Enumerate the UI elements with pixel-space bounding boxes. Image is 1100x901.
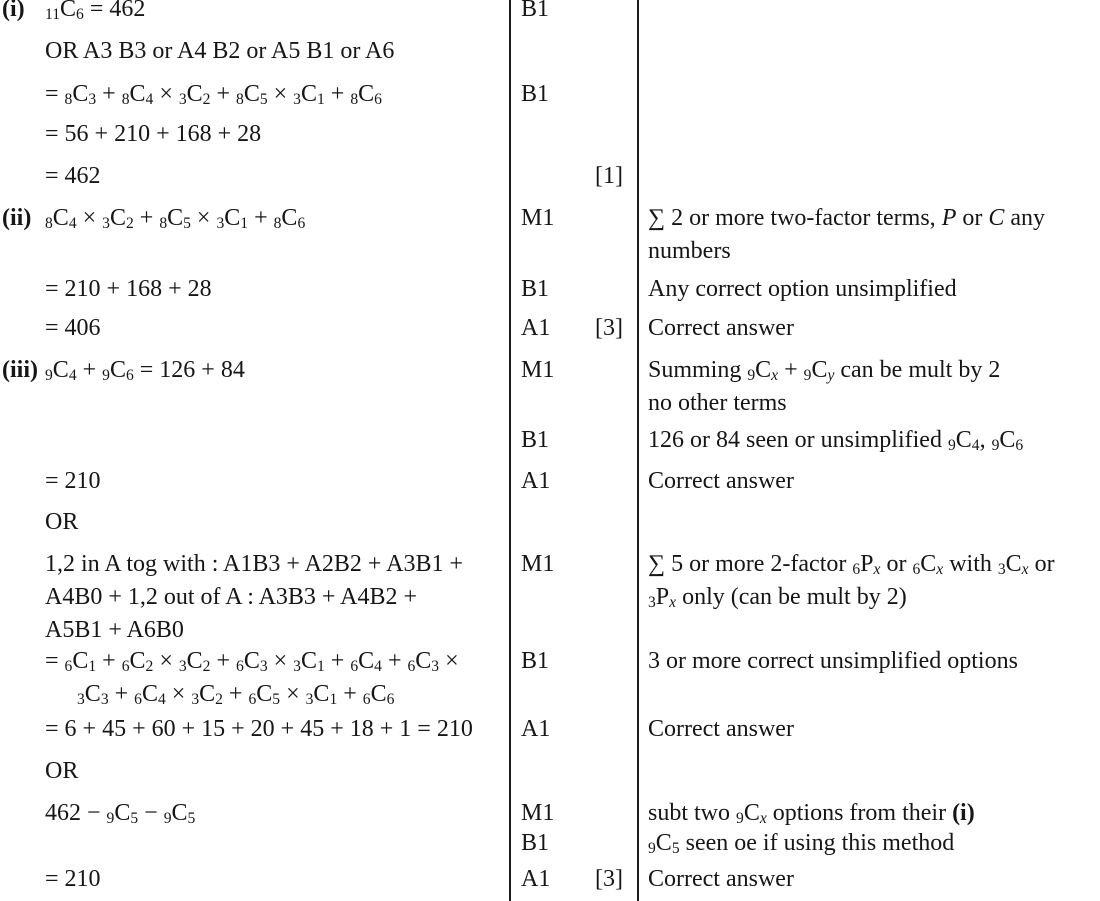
working-text: = 56 + 210 + 168 + 28 <box>45 121 262 147</box>
part-label: (ii) <box>2 205 32 231</box>
part-label: (i) <box>2 0 25 22</box>
working-text: OR A3 B3 or A4 B2 or A5 B1 or A6 <box>45 38 395 64</box>
comments-column-divider <box>637 0 639 901</box>
working-text: OR <box>45 509 79 535</box>
marker-note: subt two $_9C_x$ options from their (i) $_9C_5$ seen oe if using this method <box>648 800 975 858</box>
mark-code: B1 <box>521 81 550 107</box>
mark-code: B1 <box>521 0 550 22</box>
part-label: (iii) <box>2 357 38 383</box>
working-text: $_9C_4 + _9C_6 = 126 + 84$ <box>45 357 245 385</box>
mark-code: A1 <box>521 716 551 742</box>
marks-total: [3] <box>595 315 623 341</box>
mark-code: M1 B1 <box>521 800 555 856</box>
working-text: = $_6C_1 + _6C_2 \times _3C_2 + _6C_3 \times _3C_1 + _6C_4 + _6C_3$ × $_3C_3 + _6C_4 \times _3C_2 + _6C_5 \times _3C_1 + _6C_6$ <box>45 648 459 709</box>
marker-note: ∑ 2 or more two-factor terms, P or C any numbers <box>648 205 1046 264</box>
marker-note: Correct answer <box>648 716 794 742</box>
marks-total: [3] <box>595 866 623 892</box>
working-text: = 462 <box>45 163 101 189</box>
working-text: = $_8C_3 + _8C_4 \times _3C_2 + _8C_5 \times _3C_1 + _8C_6$ <box>45 81 382 109</box>
mark-code: A1 <box>521 866 551 892</box>
working-text: = 6 + 45 + 60 + 15 + 20 + 45 + 18 + 1 = 210 <box>45 716 473 742</box>
working-text: $_{11}C_6 = 462$ <box>45 0 146 24</box>
mark-code: M1 <box>521 205 555 231</box>
mark-code: B1 <box>521 427 550 453</box>
working-text: = 406 <box>45 315 101 341</box>
marks-column-divider <box>509 0 511 901</box>
working-text: = 210 + 168 + 28 <box>45 276 212 302</box>
mark-code: B1 <box>521 276 550 302</box>
mark-code: M1 <box>521 357 555 383</box>
marker-note: Summing $_9C_x + _9C_y$ can be mult by 2 no other terms <box>648 357 1001 416</box>
marker-note: Correct answer <box>648 866 794 892</box>
marker-note: Correct answer <box>648 468 794 494</box>
marker-note: 126 or 84 seen or unsimplified $_9C_4$, $_9C_6$ <box>648 427 1024 455</box>
working-text: = 210 <box>45 866 101 892</box>
working-text: OR <box>45 758 79 784</box>
working-text: 1,2 in A tog with : A1B3 + A2B2 + A3B1 + A4B0 + 1,2 out of A : A3B3 + A4B2 + A5B1 + A6B0 <box>45 551 464 643</box>
mark-code: A1 <box>521 468 551 494</box>
working-text: $462 - _9C_5 - _9C_5$ <box>45 800 196 828</box>
marker-note: ∑ 5 or more 2-factor $_6P_x$ or $_6C_x$ with $_3C_x$ or $_3P_x$ only (can be mult by 2) <box>648 551 1055 612</box>
marker-note: Correct answer <box>648 315 794 341</box>
mark-code: B1 <box>521 648 550 674</box>
marker-note: Any correct option unsimplified <box>648 276 957 302</box>
marker-note: 3 or more correct unsimplified options <box>648 648 1018 674</box>
working-text: $_8C_4 \times _3C_2 + _8C_5 \times _3C_1 + _8C_6$ <box>45 205 306 233</box>
marks-total: [1] <box>595 163 623 189</box>
mark-code: A1 <box>521 315 551 341</box>
working-text: = 210 <box>45 468 101 494</box>
mark-code: M1 <box>521 551 555 577</box>
